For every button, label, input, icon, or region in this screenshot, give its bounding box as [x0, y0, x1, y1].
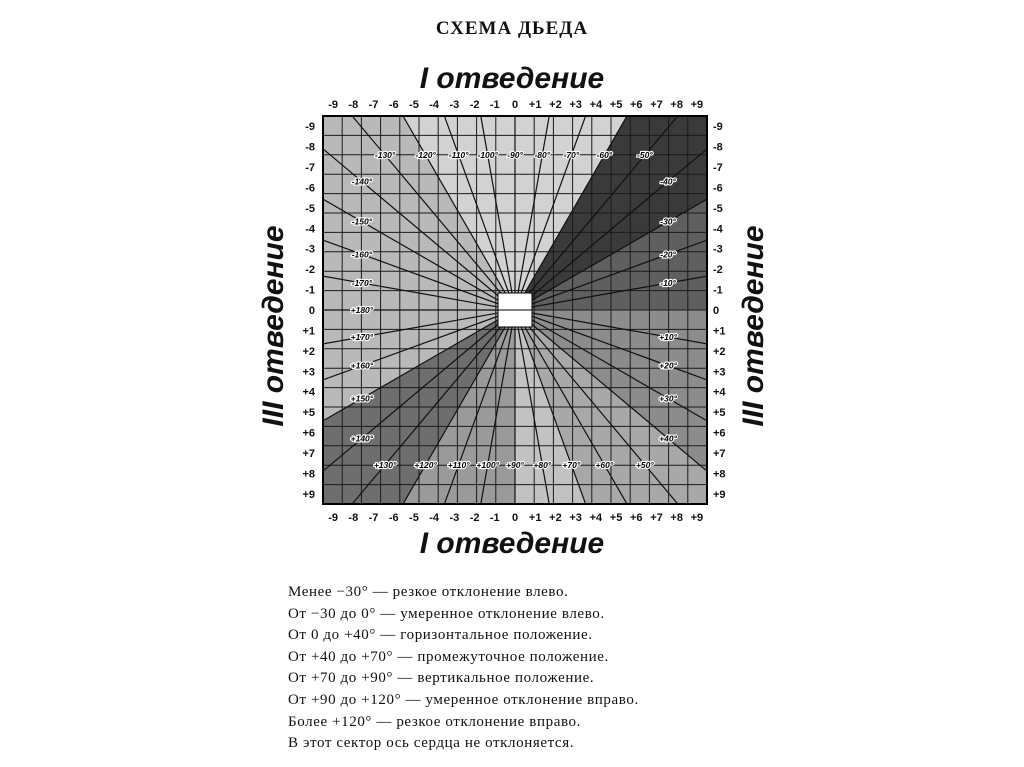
tick-label-right: +2 — [713, 345, 726, 358]
tick-label-top: +9 — [690, 99, 704, 111]
tick-label-left: -3 — [305, 243, 315, 256]
tick-label-top: -9 — [328, 99, 338, 111]
tick-label-top: -7 — [368, 99, 379, 111]
tick-label-bottom: 0 — [511, 512, 519, 524]
angle-label: +180° — [350, 305, 374, 315]
lead-i-top-label: I отведение — [419, 62, 605, 95]
angle-label: +30° — [659, 393, 677, 404]
tick-label-left: +4 — [302, 386, 315, 399]
tick-label-right: -2 — [713, 264, 723, 277]
tick-label-right: +6 — [713, 427, 726, 440]
tick-label-left: -6 — [305, 182, 315, 195]
tick-label-top: -8 — [348, 99, 359, 111]
tick-label-bottom: -9 — [328, 512, 338, 524]
tick-label-top: +5 — [609, 99, 623, 111]
angle-label: -110° — [448, 150, 469, 161]
legend — [288, 582, 639, 755]
tick-label-bottom: -7 — [368, 512, 379, 524]
tick-label-top: +1 — [528, 99, 542, 111]
diagram-title: СХЕМА ДЬЕДА — [435, 18, 589, 39]
angle-label: -130° — [374, 150, 396, 161]
tick-label-bottom: +8 — [670, 512, 683, 524]
angle-label: +110° — [447, 459, 470, 470]
legend-line: Менее −30° — резкое отклонение влево. — [288, 584, 569, 600]
angle-label: -20° — [660, 249, 676, 260]
angle-label: +140° — [350, 433, 374, 444]
tick-label-right: +8 — [713, 468, 726, 481]
tick-label-bottom: +2 — [549, 512, 562, 524]
tick-label-top: 0 — [511, 99, 519, 111]
tick-label-left: -4 — [305, 223, 315, 236]
angle-label: +150° — [350, 393, 374, 404]
angle-label: -160° — [351, 249, 373, 260]
tick-label-top: +4 — [589, 99, 603, 111]
tick-label-top: -5 — [409, 99, 419, 111]
tick-label-right: +5 — [713, 407, 726, 420]
tick-label-top: +6 — [629, 99, 643, 111]
tick-label-left: +2 — [302, 345, 315, 358]
tick-label-right: +1 — [713, 325, 726, 338]
angle-label: +80° — [533, 459, 552, 470]
tick-label-left: +3 — [302, 366, 315, 379]
angle-label: +40° — [659, 433, 677, 444]
tick-label-bottom: -4 — [429, 512, 440, 524]
legend-line: Более +120° — резкое отклонение вправо. — [288, 713, 581, 730]
tick-label-left: 0 — [308, 305, 315, 317]
legend-line: От +70 до +90° — вертикальное положение. — [288, 670, 595, 687]
tick-label-right: +9 — [713, 488, 726, 501]
angle-label: -150° — [351, 216, 373, 227]
tick-label-right: -1 — [713, 284, 723, 297]
angle-label: +170° — [350, 331, 374, 342]
angle-label: +130° — [373, 459, 397, 470]
tick-label-right: -4 — [713, 223, 723, 236]
angle-label: -40° — [660, 176, 676, 187]
tick-label-bottom: -3 — [449, 512, 460, 524]
angle-label: -30° — [660, 216, 676, 227]
angle-label: +70° — [562, 459, 581, 470]
legend-line: В этот сектор ось сердца не отклоняется. — [288, 735, 575, 752]
tick-label-top: -3 — [449, 99, 460, 111]
tick-label-right: -3 — [713, 243, 723, 256]
angle-label: +60° — [595, 459, 614, 470]
tick-label-top: -2 — [469, 99, 480, 111]
tick-label-bottom: -6 — [388, 512, 399, 524]
tick-label-top: -6 — [388, 99, 399, 111]
tick-label-top: +3 — [569, 99, 582, 111]
tick-label-bottom: +3 — [569, 512, 582, 524]
tick-label-left: +8 — [302, 468, 315, 481]
lead-iii-right-label: III отведение — [737, 225, 770, 427]
tick-label-left: -7 — [305, 162, 315, 175]
tick-label-right: -5 — [713, 202, 723, 215]
tick-label-right: -8 — [713, 141, 723, 154]
tick-label-right: -6 — [713, 182, 723, 195]
angle-label: -120° — [415, 150, 436, 161]
tick-label-bottom: +1 — [528, 512, 542, 524]
tick-label-left: +5 — [302, 407, 315, 420]
legend-line: От +90 до +120° — умеренное отклонение вправо. — [288, 691, 639, 708]
tick-label-left: -2 — [305, 264, 315, 277]
tick-label-bottom: -1 — [489, 512, 500, 524]
tick-label-top: -1 — [489, 99, 500, 111]
tick-label-right: +3 — [713, 366, 726, 379]
lead-i-bottom-label: I отведение — [419, 527, 605, 560]
angle-label: -80° — [534, 150, 551, 161]
tick-label-right: +7 — [713, 447, 726, 460]
angle-label: +10° — [659, 331, 677, 342]
tick-label-right: -9 — [713, 121, 723, 134]
angle-label: +120° — [414, 459, 437, 470]
tick-label-bottom: -2 — [469, 512, 480, 524]
legend-line: От −30 до 0° — умеренное отклонение влево. — [288, 605, 605, 622]
tick-label-bottom: +9 — [690, 512, 704, 524]
tick-label-right: +4 — [713, 386, 726, 399]
tick-label-bottom: -5 — [409, 512, 419, 524]
tick-label-left: -9 — [305, 121, 315, 134]
tick-label-top: -4 — [429, 99, 440, 111]
tick-label-top: +8 — [670, 99, 683, 111]
tick-label-left: +6 — [302, 427, 315, 440]
tick-label-bottom: +6 — [629, 512, 643, 524]
tick-label-bottom: -8 — [348, 512, 359, 524]
angle-label: +90° — [506, 459, 524, 470]
angle-label: -60° — [596, 150, 613, 161]
diede-axis-diagram — [290, 96, 736, 528]
tick-label-left: +9 — [302, 488, 315, 501]
tick-label-bottom: +5 — [609, 512, 623, 524]
angle-label: +20° — [659, 360, 677, 371]
legend-line: От 0 до +40° — горизонтальное положение. — [288, 627, 593, 644]
tick-label-top: +7 — [650, 99, 663, 111]
angle-label: -90° — [507, 150, 523, 161]
tick-label-left: +1 — [302, 325, 315, 338]
lead-iii-left-label: III отведение — [257, 225, 290, 427]
angle-label: +50° — [635, 459, 654, 470]
angle-label: -100° — [477, 150, 498, 161]
tick-label-top: +2 — [549, 99, 562, 111]
angle-label: -170° — [351, 278, 373, 289]
tick-label-bottom: +7 — [650, 512, 663, 524]
angle-label: +160° — [350, 360, 374, 371]
angle-label: -140° — [351, 176, 373, 187]
tick-label-left: +7 — [302, 447, 315, 460]
tick-label-left: -1 — [305, 284, 315, 297]
tick-label-bottom: +4 — [589, 512, 603, 524]
tick-label-left: -5 — [305, 202, 315, 215]
legend-line: От +40 до +70° — промежуточное положение. — [288, 648, 609, 665]
tick-label-right: -7 — [713, 162, 723, 175]
angle-label: -10° — [660, 278, 676, 289]
angle-label: -70° — [563, 150, 580, 161]
tick-label-right: 0 — [713, 305, 720, 317]
angle-label: -50° — [637, 150, 653, 161]
tick-label-left: -8 — [305, 141, 315, 154]
angle-label: +100° — [476, 459, 499, 470]
